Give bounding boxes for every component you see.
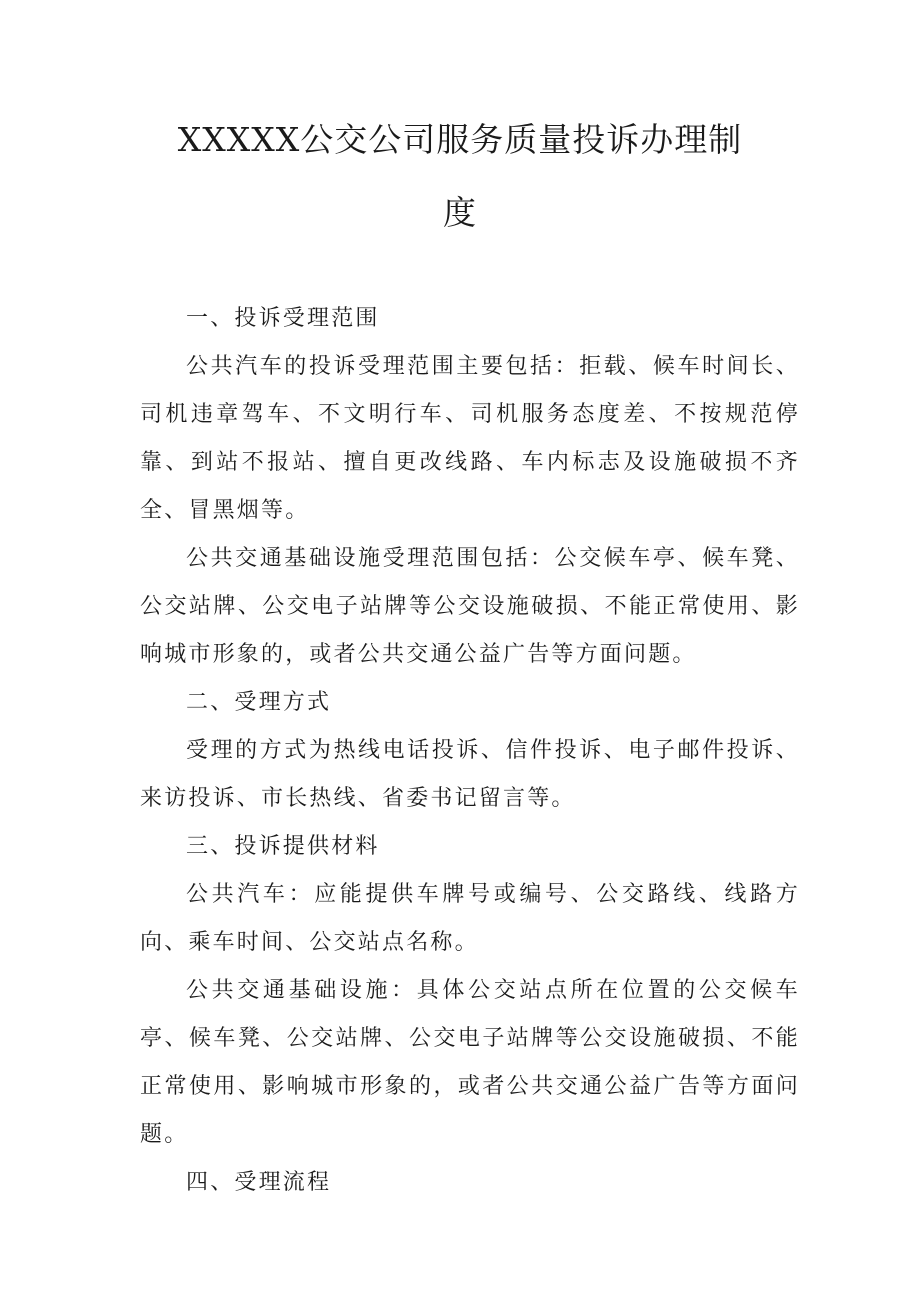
document-title-line-1: XXXXX公交公司服务质量投诉办理制 — [177, 120, 743, 159]
section-heading-scope: 一、投诉受理范围 — [186, 306, 380, 331]
section-heading-methods: 二、受理方式 — [186, 690, 332, 715]
paragraph-infrastructure-scope: 公共交通基础设施受理范围包括：公交候车亭、候车凳、公交站牌、公交电子站牌等公交设施破损、不能正常使用、影响城市形象的，或者公共交通公益广告等方面问题。 — [140, 546, 800, 667]
paragraph-methods: 受理的方式为热线电话投诉、信件投诉、电子邮件投诉、来访投诉、市长热线、省委书记留言等。 — [140, 738, 800, 811]
paragraph-infrastructure-materials: 公共交通基础设施：具体公交站点所在位置的公交候车亭、候车凳、公交站牌、公交电子站牌等公交设施破损、不能正常使用、影响城市形象的，或者公共交通公益广告等方面问题。 — [140, 978, 800, 1147]
section-heading-process: 四、受理流程 — [186, 1170, 332, 1195]
section-heading-materials: 三、投诉提供材料 — [186, 834, 380, 859]
document-body — [140, 295, 800, 1207]
paragraph-bus-materials: 公共汽车：应能提供车牌号或编号、公交路线、线路方向、乘车时间、公交站点名称。 — [140, 882, 800, 955]
document-title-line-2: 度 — [443, 193, 477, 232]
paragraph-bus-complaint-scope: 公共汽车的投诉受理范围主要包括：拒载、候车时间长、司机违章驾车、不文明行车、司机服务态度差、不按规范停靠、到站不报站、擅自更改线路、车内标志及设施破损不齐全、冒黑烟等。 — [140, 354, 800, 523]
